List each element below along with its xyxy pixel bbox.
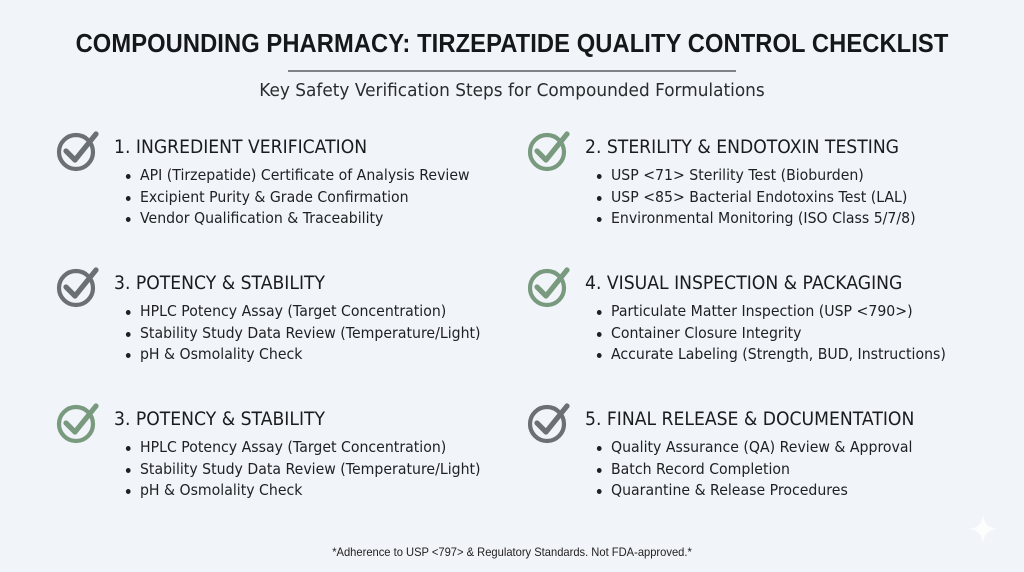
section-potency-stability	[56, 264, 526, 363]
list-item: Particulate Matter Inspection (USP <790>)	[595, 301, 946, 323]
page-subtitle: Key Safety Verification Steps for Compounded Formulations	[259, 80, 765, 101]
list-item: Stability Study Data Review (Temperature/Light)	[124, 323, 481, 345]
checklist-items	[595, 437, 933, 502]
title-divider	[288, 70, 736, 72]
section-potency-stability-duplicate	[56, 400, 526, 499]
section-sterility-endotoxin	[527, 128, 997, 227]
list-item: Container Closure Integrity	[595, 323, 946, 345]
section-title: 5. FINAL RELEASE & DOCUMENTATION	[585, 409, 915, 430]
sparkle-icon	[966, 512, 1000, 546]
section-title: 3. POTENCY & STABILITY	[114, 273, 326, 294]
list-item: pH & Osmolality Check	[124, 480, 481, 502]
list-item: API (Tirzepatide) Certificate of Analysis Review	[124, 165, 470, 187]
section-title: 4. VISUAL INSPECTION & PACKAGING	[585, 273, 903, 294]
check-circle-icon	[56, 128, 100, 172]
section-ingredient-verification	[56, 128, 526, 227]
section-final-release-documentation	[527, 400, 997, 499]
checklist-items	[595, 301, 968, 366]
checklist-items	[124, 301, 503, 366]
check-circle-icon	[527, 128, 571, 172]
list-item: Quality Assurance (QA) Review & Approval	[595, 437, 912, 459]
list-item: USP <71> Sterility Test (Bioburden)	[595, 165, 916, 187]
footer-disclaimer: *Adherence to USP <797> & Regulatory Standards. Not FDA-approved.*	[332, 545, 692, 559]
list-item: Quarantine & Release Procedures	[595, 480, 912, 502]
section-title: 1. INGREDIENT VERIFICATION	[114, 137, 368, 158]
check-circle-icon	[527, 264, 571, 308]
section-title: 2. STERILITY & ENDOTOXIN TESTING	[585, 137, 900, 158]
list-item: Excipient Purity & Grade Confirmation	[124, 187, 470, 209]
checklist-items	[595, 165, 936, 230]
checklist-items	[124, 437, 503, 502]
check-circle-icon	[56, 400, 100, 444]
check-circle-icon	[527, 400, 571, 444]
list-item: Accurate Labeling (Strength, BUD, Instructions)	[595, 344, 946, 366]
list-item: Stability Study Data Review (Temperature/Light)	[124, 459, 481, 481]
section-title: 3. POTENCY & STABILITY	[114, 409, 326, 430]
list-item: Environmental Monitoring (ISO Class 5/7/8)	[595, 208, 916, 230]
checklist-items	[124, 165, 492, 230]
check-circle-icon	[56, 264, 100, 308]
page-title: COMPOUNDING PHARMACY: TIRZEPATIDE QUALITY CONTROL CHECKLIST	[75, 30, 949, 58]
list-item: Batch Record Completion	[595, 459, 912, 481]
list-item: HPLC Potency Assay (Target Concentration)	[124, 437, 481, 459]
list-item: HPLC Potency Assay (Target Concentration)	[124, 301, 481, 323]
list-item: USP <85> Bacterial Endotoxins Test (LAL)	[595, 187, 916, 209]
list-item: pH & Osmolality Check	[124, 344, 481, 366]
section-visual-inspection-packaging	[527, 264, 997, 363]
list-item: Vendor Qualification & Traceability	[124, 208, 470, 230]
